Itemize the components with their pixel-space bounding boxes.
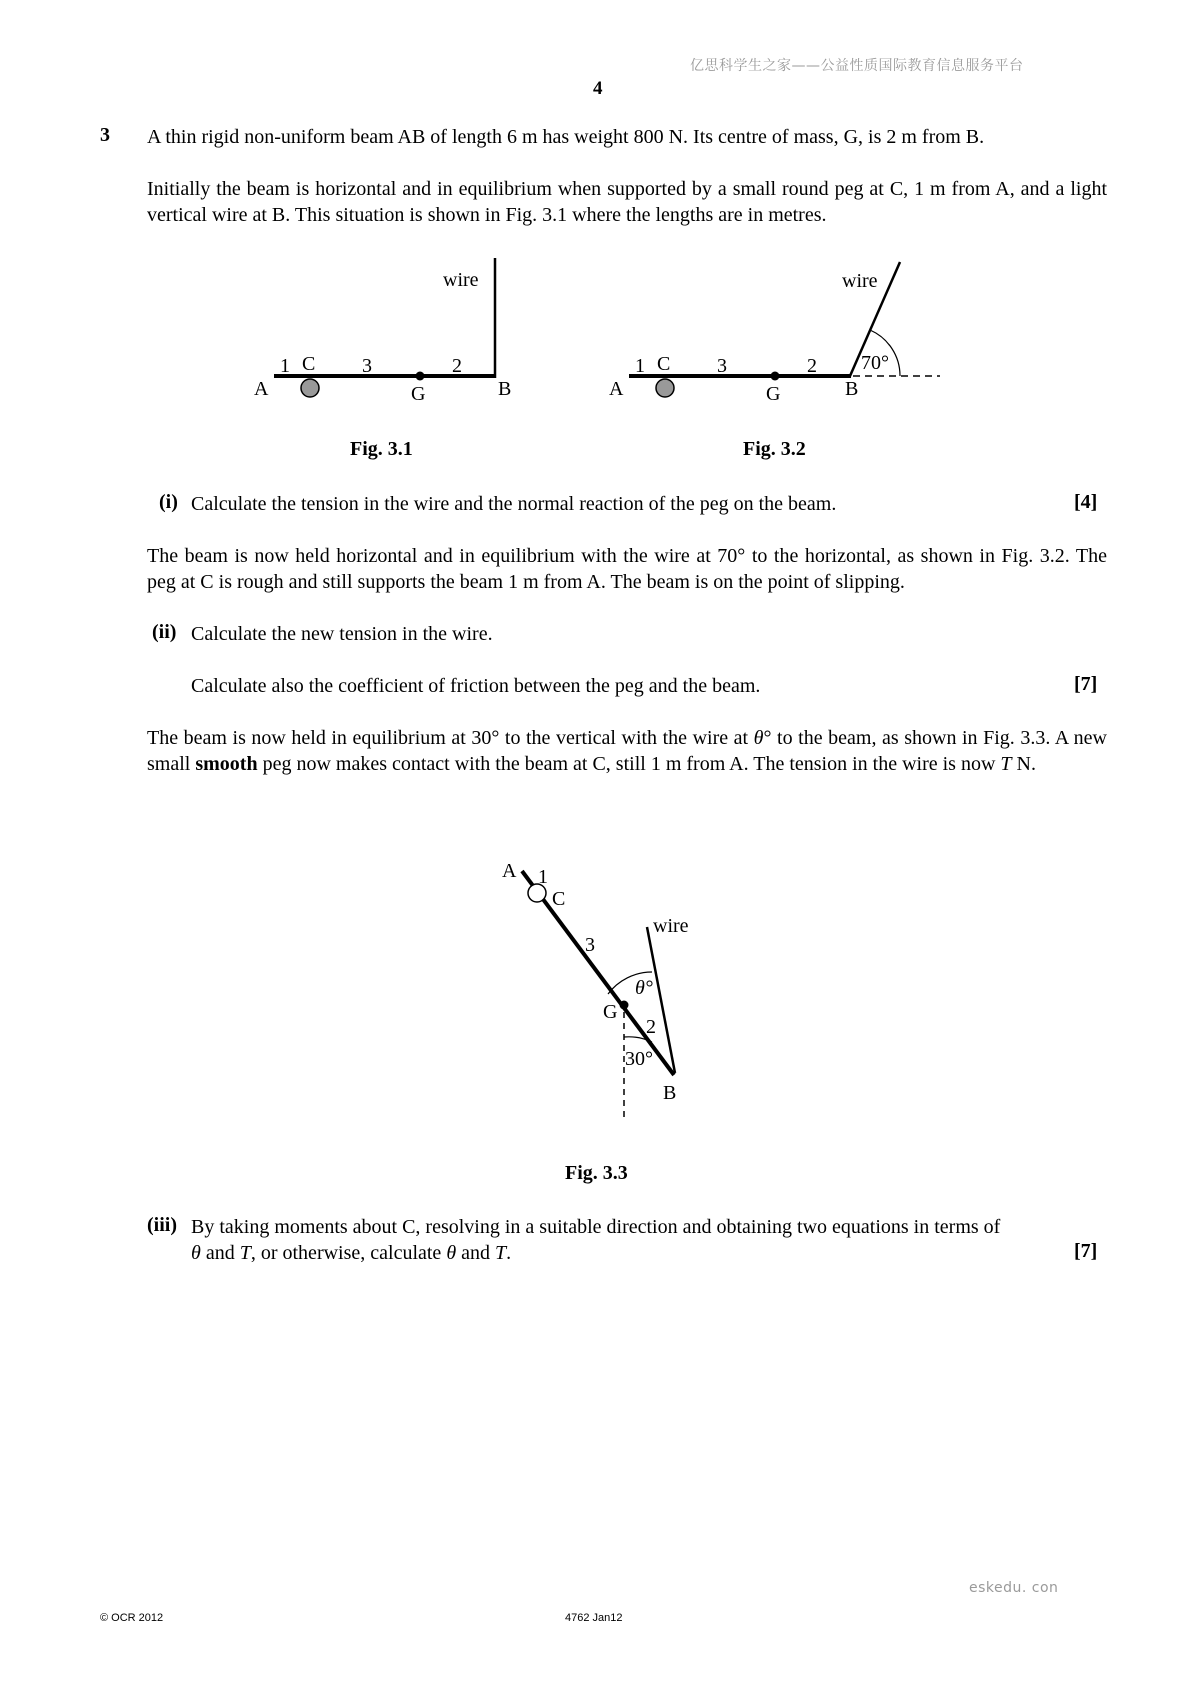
figure-3-3 [490, 855, 720, 1135]
length-1: 1 [635, 355, 645, 377]
label-g: G [411, 383, 426, 405]
part-iii-end: . [506, 1242, 512, 1264]
angle-30-label: 30° [625, 1048, 653, 1070]
label-b: B [498, 378, 512, 400]
part-iii-t2: T [495, 1242, 507, 1264]
length-3: 3 [585, 934, 595, 956]
angle-70-label: 70° [861, 352, 889, 374]
label-a: A [254, 378, 269, 400]
wire-label: wire [443, 269, 479, 291]
label-a: A [609, 378, 624, 400]
question-number: 3 [100, 124, 110, 146]
label-b: B [663, 1082, 677, 1104]
part-ii-text-2: Calculate also the coefficient of friction between the peg and the beam. [191, 675, 761, 697]
label-a: A [502, 860, 517, 882]
point-g [620, 1001, 629, 1010]
wire-label: wire [842, 270, 878, 292]
figure-3-1 [250, 250, 540, 410]
part-iii-line-2 [191, 1240, 511, 1266]
length-2: 2 [452, 355, 462, 377]
page-number: 4 [593, 78, 603, 99]
part-iii-and: and [200, 1242, 240, 1264]
part-iii-mid: , or otherwise, calculate [250, 1242, 447, 1264]
figure-3-2 [605, 250, 945, 410]
part-iii-label: (iii) [147, 1214, 177, 1236]
label-c: C [302, 353, 316, 375]
point-g [416, 372, 425, 381]
label-g: G [603, 1001, 618, 1023]
para-3-post-1: peg now makes contact with the beam at C, still 1 m from A. The tension in the wire is now [257, 753, 1001, 775]
part-iii-and-2: and [456, 1242, 496, 1264]
para-3-theta: θ [753, 727, 764, 749]
para-3-mid: ° to the beam, as shown in Fig. 3.3. A new small [147, 727, 1107, 775]
length-2: 2 [807, 355, 817, 377]
para-3-bold: smooth [195, 753, 258, 775]
paragraph-3 [147, 725, 1107, 777]
part-iii-theta-2: θ [446, 1242, 457, 1264]
length-2: 2 [646, 1016, 656, 1038]
part-ii-marks: [7] [1074, 673, 1098, 695]
wire-label: wire [653, 915, 689, 937]
length-3: 3 [717, 355, 727, 377]
label-c: C [657, 353, 671, 375]
part-i-marks: [4] [1074, 491, 1098, 513]
theta-angle-label: θ° [635, 977, 653, 999]
peg-c [656, 379, 674, 397]
part-i-text: Calculate the tension in the wire and the normal reaction of the peg on the beam. [191, 493, 837, 515]
para-3-t: T [1000, 753, 1012, 775]
part-iii-t1: T [239, 1242, 251, 1264]
label-b: B [845, 378, 859, 400]
part-ii-text-1: Calculate the new tension in the wire. [191, 623, 493, 645]
part-i-label: (i) [159, 491, 178, 513]
length-1: 1 [538, 866, 548, 888]
length-3: 3 [362, 355, 372, 377]
part-iii-line-1: By taking moments about C, resolving in a suitable direction and obtaining two equations in terms of [191, 1216, 1001, 1238]
header-watermark: 亿思科学生之家——公益性质国际教育信息服务平台 [690, 58, 1024, 74]
peg-c [301, 379, 319, 397]
fig-3-1-caption: Fig. 3.1 [350, 438, 413, 460]
question-intro-2: Initially the beam is horizontal and in equilibrium when supported by a small round peg at C, 1 m from A, and a light vertical wire at B. This situation is shown in Fig. 3.1 where the lengths are in metres. [147, 178, 1107, 226]
question-intro-1: A thin rigid non-uniform beam AB of length 6 m has weight 800 N. Its centre of mass, G, is 2 m from B. [147, 126, 985, 148]
beam-line [522, 871, 674, 1075]
label-c: C [552, 888, 566, 910]
length-1: 1 [280, 355, 290, 377]
footer-code: 4762 Jan12 [565, 1612, 623, 1624]
point-g [771, 372, 780, 381]
paragraph-2: The beam is now held horizontal and in equilibrium with the wire at 70° to the horizontal, as shown in Fig. 3.2. The peg at C is rough and still supports the beam 1 m from A. The beam is on the point of slipping. [147, 545, 1107, 593]
fig-3-2-caption: Fig. 3.2 [743, 438, 806, 460]
footer-copyright: © OCR 2012 [100, 1612, 164, 1624]
part-ii-label: (ii) [152, 621, 177, 643]
part-iii-theta: θ [191, 1242, 201, 1264]
para-3-pre: The beam is now held in equilibrium at 30° to the vertical with the wire at [147, 727, 754, 749]
part-iii-marks: [7] [1074, 1240, 1098, 1262]
footer-site: eskedu. con [969, 1580, 1059, 1596]
fig-3-3-caption: Fig. 3.3 [565, 1162, 628, 1184]
label-g: G [766, 383, 781, 405]
para-3-post-2: N. [1011, 753, 1036, 775]
